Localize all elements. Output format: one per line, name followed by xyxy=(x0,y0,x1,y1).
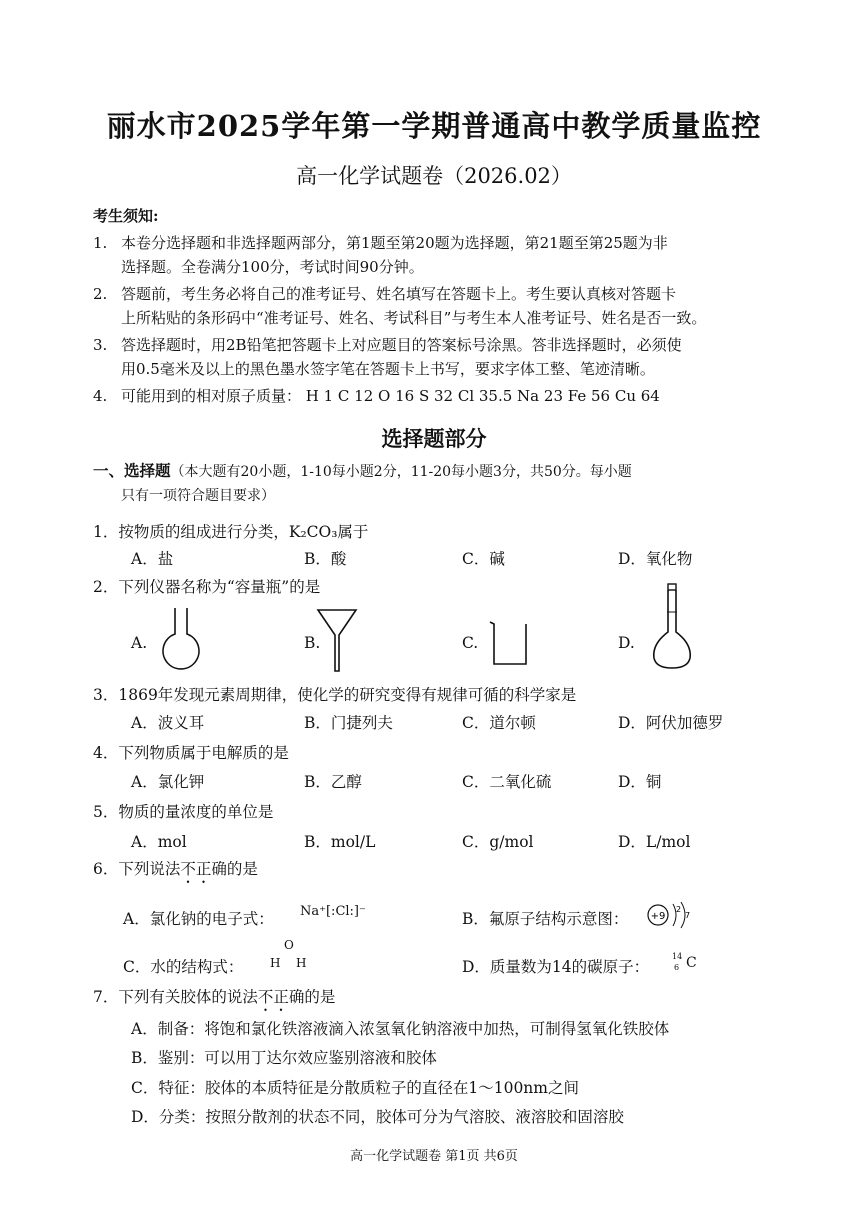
fluorine-atom-diagram xyxy=(645,898,695,932)
part-instructions: 一、选择题（本大题有20小题，1-10每小题2分，11-20每小题3分，共50分。每小题 xyxy=(93,461,632,480)
q4-option-c: C．二氧化硫 xyxy=(462,773,552,791)
q2-option-b: B. xyxy=(304,634,321,652)
q1-option-d: D．氧化物 xyxy=(618,550,693,568)
question-6-stem: 6．下列说法不正确的是 xyxy=(93,860,258,878)
q1-option-a: A．盐 xyxy=(131,550,174,568)
question-5-stem: 5．物质的量浓度的单位是 xyxy=(93,803,274,821)
question-4-stem: 4．下列物质属于电解质的是 xyxy=(93,744,289,762)
q6-option-d: D．质量数为14的碳原子： xyxy=(462,958,650,976)
funnel-icon xyxy=(316,607,358,673)
notice-item-1: 1. 本卷分选择题和非选择题两部分，第1题至第20题为选择题，第21题至第25题为非 xyxy=(93,234,668,252)
q7-option-d: D．分类：按照分散剂的状态不同，胶体可分为气溶胶、液溶胶和固溶胶 xyxy=(131,1108,624,1126)
q7-option-b: B．鉴别：可以用丁达尔效应鉴别溶液和胶体 xyxy=(131,1049,437,1067)
beaker-icon xyxy=(488,620,530,668)
q3-option-d: D．阿伏加德罗 xyxy=(618,714,724,732)
notice-item-4: 4. 可能用到的相对原子质量： H 1 C 12 O 16 S 32 Cl 35.5 Na 23 Fe 56 Cu 64 xyxy=(93,387,660,405)
q2-option-c: C. xyxy=(462,634,479,652)
q7-option-a: A．制备：将饱和氯化铁溶液滴入浓氢氧化钠溶液中加热，可制得氢氧化铁胶体 xyxy=(131,1020,670,1038)
q1-option-b: B．酸 xyxy=(304,550,347,568)
water-structural-formula: O H H xyxy=(270,938,307,970)
q5-option-a: A．mol xyxy=(131,833,187,851)
q5-option-c: C．g/mol xyxy=(462,833,534,851)
nacl-electron-formula: Na⁺[:Cl:]⁻ xyxy=(300,904,366,919)
f-shell-2-label: 7 xyxy=(685,911,691,920)
notice-item-3-cont: 用0.5毫米及以上的黑色墨水签字笔在答题卡上书写，要求字体工整、笔迹清晰。 xyxy=(121,360,655,378)
section-title: 选择题部分 xyxy=(381,426,487,451)
question-3-stem: 3．1869年发现元素周期律，使化学的研究变得有规律可循的科学家是 xyxy=(93,686,577,704)
page-title: 丽水市2025学年第一学期普通高中教学质量监控 xyxy=(106,109,762,143)
q3-option-b: B．门捷列夫 xyxy=(304,714,393,732)
notice-item-1-cont: 选择题。全卷满分100分，考试时间90分钟。 xyxy=(121,258,424,276)
round-bottom-flask-icon xyxy=(158,606,204,674)
notice-item-2: 2. 答题前，考生务必将自己的准考证号、姓名填写在答题卡上。考生要认真核对答题卡 xyxy=(93,285,677,303)
carbon-14-nuclide: 14 6 C xyxy=(672,952,697,972)
q4-option-a: A．氯化钾 xyxy=(131,773,205,791)
q6-option-c: C．水的结构式： xyxy=(123,958,244,976)
q1-option-c: C．碱 xyxy=(462,550,505,568)
q7-option-c: C．特征：胶体的本质特征是分散质粒子的直径在1～100nm之间 xyxy=(131,1079,579,1097)
q5-option-b: B．mol/L xyxy=(304,833,376,851)
notice-item-3: 3. 答选择题时，用2B铅笔把答题卡上对应题目的答案标号涂黑。答非选择题时，必须使 xyxy=(93,336,682,354)
f-shell-1-label: 2 xyxy=(676,905,682,914)
q6-option-b: B．氟原子结构示意图： xyxy=(462,910,629,928)
notice-heading: 考生须知: xyxy=(93,207,159,225)
volumetric-flask-icon xyxy=(648,582,696,672)
question-7-stem: 7．下列有关胶体的说法不正确的是 xyxy=(93,988,336,1006)
page-subtitle: 高一化学试题卷（2026.02） xyxy=(296,164,572,188)
q4-option-b: B．乙醇 xyxy=(304,773,362,791)
question-1-stem: 1．按物质的组成进行分类，K₂CO₃属于 xyxy=(93,523,369,541)
q4-option-d: D．铜 xyxy=(618,773,662,791)
q6-option-a: A．氯化钠的电子式： xyxy=(123,910,274,928)
part-instructions-cont: 只有一项符合题目要求） xyxy=(121,488,275,504)
q2-option-d: D. xyxy=(618,634,635,652)
f-nucleus-label: +9 xyxy=(650,911,666,922)
q2-option-a: A. xyxy=(131,634,148,652)
q3-option-c: C．道尔顿 xyxy=(462,714,536,732)
question-2-stem: 2．下列仪器名称为“容量瓶”的是 xyxy=(93,578,321,596)
page-footer: 高一化学试题卷 第1页 共6页 xyxy=(350,1149,518,1164)
q5-option-d: D．L/mol xyxy=(618,833,691,851)
notice-item-2-cont: 上所粘贴的条形码中“准考证号、姓名、考试科目”与考生本人准考证号、姓名是否一致。 xyxy=(121,309,707,327)
q3-option-a: A．波义耳 xyxy=(131,714,205,732)
